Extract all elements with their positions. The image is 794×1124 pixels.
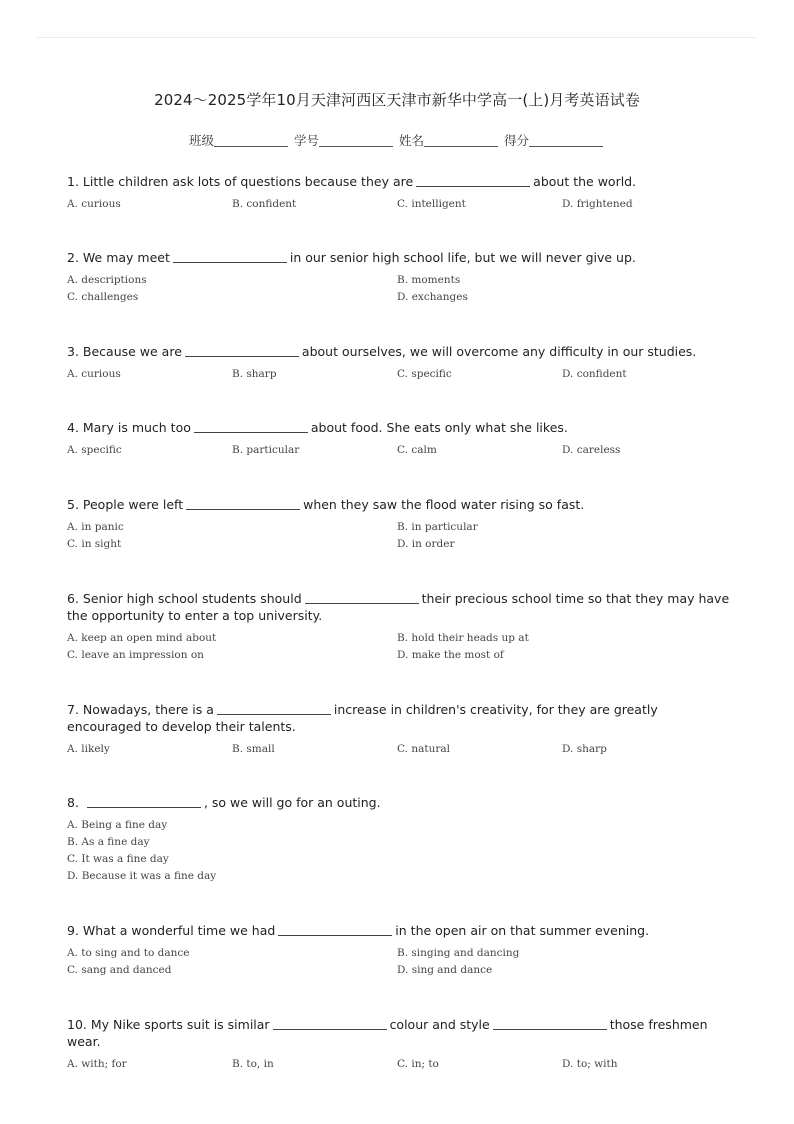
answer-blank[interactable] (173, 251, 287, 263)
option-a[interactable]: A. with; for (67, 1058, 127, 1070)
answer-blank[interactable] (186, 498, 300, 510)
option-c[interactable]: C. leave an impression on (67, 649, 204, 661)
field-label: 学号 (293, 133, 319, 148)
page-title: 2024～2025学年10月天津河西区天津市新华中学高一(上)月考英语试卷 (154, 91, 640, 109)
answer-blank[interactable] (278, 924, 392, 936)
question-stem (67, 496, 731, 513)
option-b[interactable]: B. to, in (232, 1058, 274, 1070)
question-9 (67, 922, 731, 977)
question-stem (67, 794, 731, 811)
stem-text: , so we will go for an outing. (203, 795, 381, 810)
option-a[interactable]: A. descriptions (67, 274, 147, 286)
option-b[interactable]: B. confident (232, 198, 297, 210)
option-d[interactable]: D. exchanges (397, 291, 468, 303)
stem-text: their precious school time so that they may have the opportunity to enter a top university. (67, 591, 730, 623)
answer-blank[interactable] (217, 703, 331, 715)
question-stem (67, 922, 731, 939)
option-c[interactable]: C. intelligent (397, 198, 466, 210)
stem-text: in the open air on that summer evening. (395, 923, 650, 938)
option-b[interactable]: B. moments (397, 274, 461, 286)
options (67, 818, 731, 883)
option-c[interactable]: C. It was a fine day (67, 853, 169, 865)
stem-text: about the world. (533, 174, 637, 189)
option-b[interactable]: B. As a fine day (67, 836, 150, 848)
field-class[interactable] (189, 131, 290, 149)
stem-text: 10. My Nike sports suit is similar (67, 1017, 270, 1032)
stem-text: 1. Little children ask lots of questions because they are (67, 174, 414, 189)
options (67, 742, 731, 756)
stem-text: 8. (67, 795, 79, 810)
options (67, 197, 731, 211)
option-d[interactable]: D. Because it was a fine day (67, 870, 217, 882)
field-score[interactable] (504, 131, 605, 149)
answer-blank[interactable] (194, 421, 308, 433)
option-a[interactable]: A. curious (67, 198, 121, 210)
field-student-number[interactable] (294, 131, 395, 149)
options (67, 520, 731, 551)
blank-line (529, 134, 603, 147)
options (67, 631, 731, 662)
option-a[interactable]: A. Being a fine day (67, 819, 168, 831)
stem-text: in our senior high school life, but we will never give up. (289, 250, 636, 265)
question-3 (67, 343, 731, 381)
option-c[interactable]: C. challenges (67, 291, 139, 303)
question-stem (67, 419, 731, 436)
option-d[interactable]: D. make the most of (397, 649, 504, 661)
question-2 (67, 249, 731, 304)
field-label: 得分 (503, 133, 529, 148)
option-a[interactable]: A. keep an open mind about (67, 632, 217, 644)
stem-text: 5. People were left (67, 497, 184, 512)
answer-blank[interactable] (185, 345, 299, 357)
question-stem (67, 343, 731, 360)
blank-line (214, 134, 288, 147)
stem-text: 4. Mary is much too (67, 420, 191, 435)
field-label: 班级 (188, 133, 214, 148)
blank-line (319, 134, 393, 147)
option-b[interactable]: B. singing and dancing (397, 947, 520, 959)
option-a[interactable]: A. in panic (67, 521, 124, 533)
question-5 (67, 496, 731, 551)
question-stem (67, 590, 731, 624)
question-stem (67, 1016, 731, 1050)
option-d[interactable]: D. confident (562, 368, 627, 380)
option-c[interactable]: C. natural (397, 743, 450, 755)
option-c[interactable]: C. sang and danced (67, 964, 172, 976)
options (67, 273, 731, 304)
option-a[interactable]: A. curious (67, 368, 121, 380)
option-c[interactable]: C. in; to (397, 1058, 439, 1070)
stem-text: 9. What a wonderful time we had (67, 923, 276, 938)
stem-text: 7. Nowadays, there is a (67, 702, 214, 717)
option-a[interactable]: A. specific (67, 444, 122, 456)
option-b[interactable]: B. small (232, 743, 275, 755)
answer-blank[interactable] (87, 796, 201, 808)
option-d[interactable]: D. sharp (562, 743, 607, 755)
stem-text: about ourselves, we will overcome any difficulty in our studies. (301, 344, 697, 359)
stem-text: those freshmen wear. (67, 1017, 708, 1049)
stem-text: 6. Senior high school students should (67, 591, 302, 606)
option-b[interactable]: B. hold their heads up at (397, 632, 529, 644)
stem-text: colour and style (389, 1017, 490, 1032)
option-c[interactable]: C. in sight (67, 538, 122, 550)
stem-text: when they saw the flood water rising so fast. (303, 497, 585, 512)
options (67, 1057, 731, 1071)
question-1 (67, 173, 731, 211)
question-stem (67, 173, 731, 190)
field-label: 姓名 (398, 133, 424, 148)
question-10 (67, 1016, 731, 1071)
option-c[interactable]: C. calm (397, 444, 437, 456)
option-b[interactable]: B. in particular (397, 521, 478, 533)
blank-line (424, 134, 498, 147)
option-d[interactable]: D. in order (397, 538, 455, 550)
options (67, 946, 731, 977)
student-info-line (0, 131, 794, 149)
options (67, 367, 731, 381)
option-d[interactable]: D. to; with (562, 1058, 618, 1070)
stem-text: 2. We may meet (67, 250, 170, 265)
answer-blank-2[interactable] (493, 1018, 607, 1030)
question-7 (67, 701, 731, 756)
option-d[interactable]: D. frightened (562, 198, 633, 210)
option-d[interactable]: D. sing and dance (397, 964, 493, 976)
question-stem (67, 249, 731, 266)
option-d[interactable]: D. careless (562, 444, 621, 456)
stem-text: increase in children's creativity, for they are greatly encouraged to develop their talents. (67, 702, 658, 734)
option-c[interactable]: C. specific (397, 368, 452, 380)
question-4 (67, 419, 731, 457)
stem-text: about food. She eats only what she likes. (310, 420, 568, 435)
answer-blank[interactable] (416, 175, 530, 187)
answer-blank[interactable] (305, 592, 419, 604)
option-a[interactable]: A. likely (67, 743, 110, 755)
option-b[interactable]: B. sharp (232, 368, 277, 380)
field-name[interactable] (399, 131, 500, 149)
options (67, 443, 731, 457)
answer-blank[interactable] (273, 1018, 387, 1030)
option-a[interactable]: A. to sing and to dance (67, 947, 190, 959)
question-stem (67, 701, 731, 735)
question-6 (67, 590, 731, 662)
question-8 (67, 794, 731, 886)
stem-text: 3. Because we are (67, 344, 182, 359)
top-divider (37, 37, 757, 38)
option-b[interactable]: B. particular (232, 444, 300, 456)
